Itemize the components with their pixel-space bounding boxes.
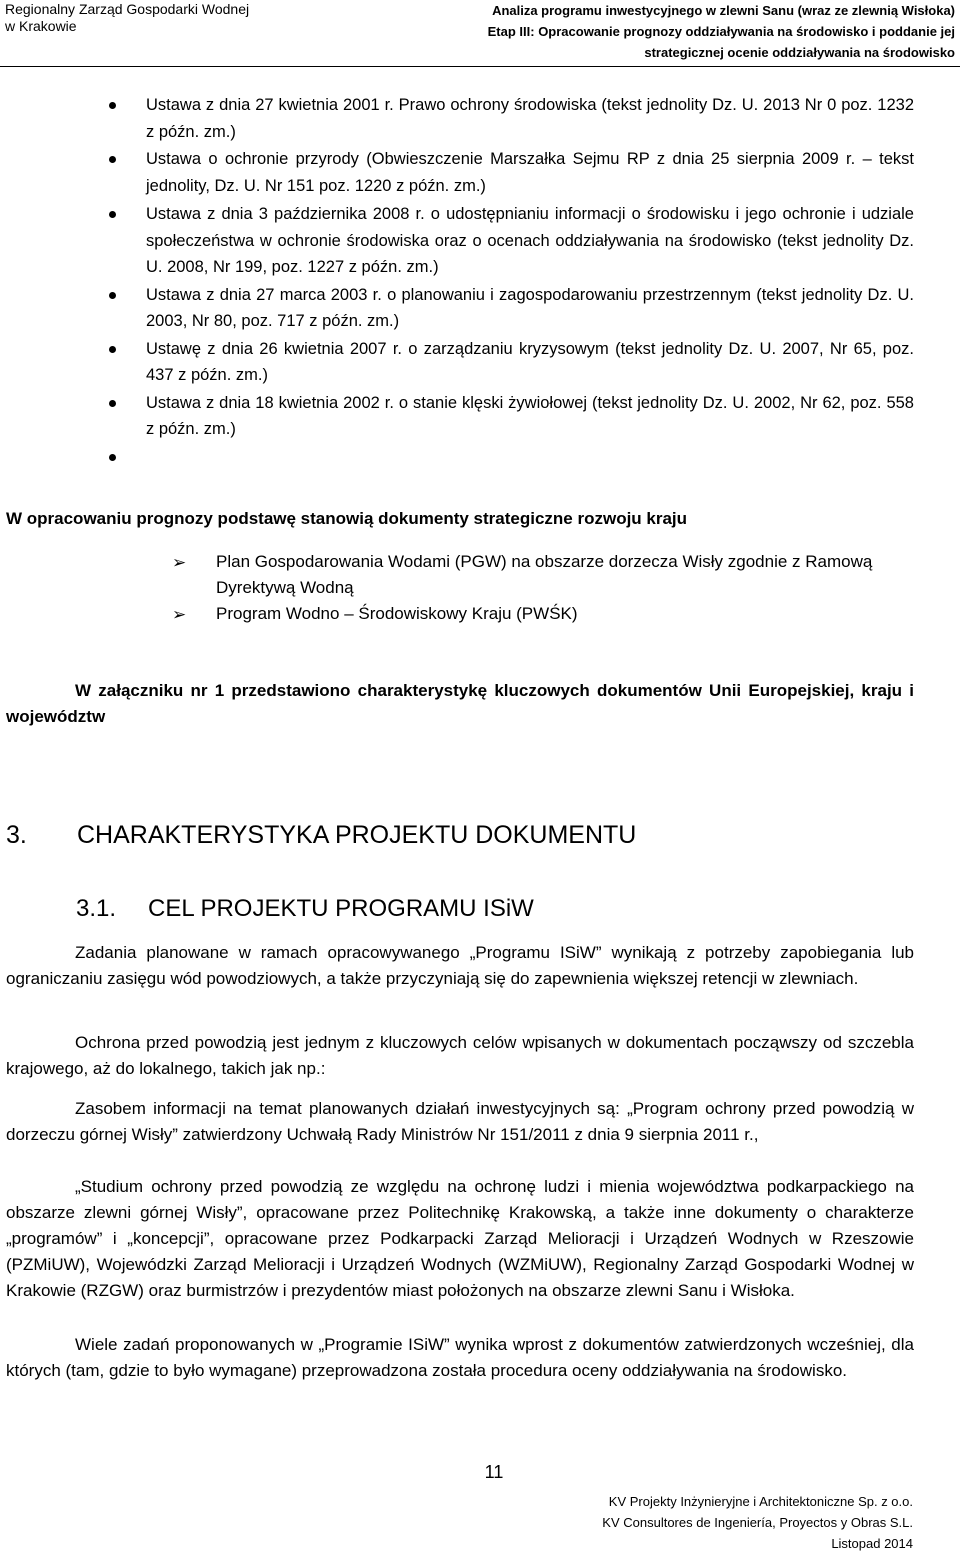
bullet-icon [109,102,116,109]
strategic-heading: W opracowaniu prognozy podstawę stanowią dokumenty strategiczne rozwoju kraju [6,509,688,528]
footer [602,1491,913,1554]
legal-act-item: Ustawa z dnia 27 kwietnia 2001 r. Prawo ochrony środowiska (tekst jednolity Dz. U. 2013 Nr 0 poz. 1232 z późn. zm.) [146,92,914,145]
subsection-number: 3.1. [76,895,117,922]
paragraph: Ochrona przed powodzią jest jednym z kluczowych celów wpisanych w dokumentach począwszy od szczebla krajowego, aż do lokalnego, takich jak np.: [6,1033,914,1078]
paragraph: Zadania planowane w ramach opracowywanego „Programu ISiW” wynikają z potrzeby zapobiegania lub ograniczaniu zasięgu wód powodziowych, a także przyczyniają się do zapewnienia większej retencji w zlewniach. [6,943,914,988]
legal-act-item: Ustawa z dnia 27 marca 2003 r. o planowaniu i zagospodarowaniu przestrzennym (tekst jednolity Dz. U. 2003, Nr 80, poz. 717 z późn. zm.) [146,282,914,335]
header-title-line2: Etap III: Opracowanie prognozy oddziaływania na środowisko i poddanie jej [487,24,955,39]
page-number: 11 [484,1462,504,1482]
header-right [488,0,955,63]
legal-act-item: Ustawę z dnia 26 kwietnia 2007 r. o zarządzaniu kryzysowym (tekst jednolity Dz. U. 2007, Nr 65, poz. 437 z późn. zm.) [146,336,914,389]
header-left [5,1,249,35]
strategic-docs-list [172,549,916,627]
bullet-icon [109,400,116,407]
legal-act-item: Ustawa z dnia 18 kwietnia 2002 r. o stanie klęski żywiołowej (tekst jednolity Dz. U. 2002, Nr 62, poz. 558 z późn. zm.) [146,390,914,443]
strategic-doc-item: ➢ Plan Gospodarowania Wodami (PGW) na obszarze dorzecza Wisły zgodnie z Ramową Dyrektywą Wodną [172,552,873,597]
paragraph: Wiele zadań proponowanych w „Programie ISiW” wynika wprost z dokumentów zatwierdzonych wcześniej, dla których (tam, gdzie to było wymagane) przeprowadzona została procedura oceny oddziaływania na środowisko. [6,1335,914,1380]
bullet-icon [109,156,116,163]
legal-act-item-empty [146,444,914,470]
subsection-heading [76,895,534,923]
section-title: CHARAKTERYSTYKA PROJEKTU DOKUMENTU [77,821,637,849]
paragraph: „Studium ochrony przed powodzią ze względu na ochronę ludzi i mienia województwa podkarpackiego na obszarze zlewni górnej Wisły”, opracowane przez Politechnikę Krakowską, a także inne dokumenty o charakterze „programów” i „koncepcji”, opracowane przez Podkarpacki Zarząd Melioracji i Urządzeń Wodnych w Rzeszowie (PZMiUW), Wojewódzki Zarząd Melioracji i Urządzeń Wodnych (WZMiUW), Regionalny Zarząd Gospodarki Wodnej w Krakowie (RZGW) oraz burmistrzów i prezydentów miast położonych na obszarze zlewni Sanu i Wisłoka. [6,1177,914,1300]
strategic-doc-item: ➢ Program Wodno – Środowiskowy Kraju (PWŚK) [216,601,916,627]
legal-acts-list [146,92,914,471]
bullet-icon [109,346,116,353]
footer-line2: KV Consultores de Ingeniería, Proyectos y Obras S.L. [602,1515,913,1530]
header-divider [0,66,960,67]
section-number: 3. [6,821,27,849]
subsection-title: CEL PROJEKTU PROGRAMU ISiW [148,895,534,922]
bullet-icon [109,454,116,461]
bullet-icon [109,292,116,299]
header-title-line1: Analiza programu inwestycyjnego w zlewni Sanu (wraz ze zlewnią Wisłoka) [492,3,955,18]
paragraph: Zasobem informacji na temat planowanych działań inwestycyjnych są: „Program ochrony przed powodzią w dorzeczu górnej Wisły” zatwierdzony Uchwałą Rady Ministrów Nr 151/2011 z dnia 9 sierpnia 2011 r., [6,1099,914,1144]
annex-note: W załączniku nr 1 przedstawiono charakterystykę kluczowych dokumentów Unii Europejskiej, kraju i województw [6,681,914,726]
header-title-line3: strategicznej ocenie oddziaływania na środowisko [644,45,955,60]
arrow-bullet-icon: ➢ [172,605,187,624]
arrow-bullet-icon: ➢ [172,553,187,572]
header-org-line2: w Krakowie [5,18,77,34]
legal-act-item: Ustawa o ochronie przyrody (Obwieszczenie Marszałka Sejmu RP z dnia 25 sierpnia 2009 r. – tekst jednolity, Dz. U. Nr 151 poz. 1220 z późn. zm.) [146,146,914,199]
footer-date: Listopad 2014 [831,1536,913,1551]
bullet-icon [109,211,116,218]
header-org-line1: Regionalny Zarząd Gospodarki Wodnej [5,1,250,17]
footer-line1: KV Projekty Inżynieryjne i Architektoniczne Sp. z o.o. [608,1494,913,1509]
section-heading [6,821,636,850]
legal-act-item: Ustawa z dnia 3 października 2008 r. o udostępnianiu informacji o środowisku i jego ochronie i udziale społeczeństwa w ochronie środowiska oraz o ocenach oddziaływania na środowisko (tekst jednolity Dz. U. 2008, Nr 199, poz. 1227 z późn. zm.) [146,201,914,281]
